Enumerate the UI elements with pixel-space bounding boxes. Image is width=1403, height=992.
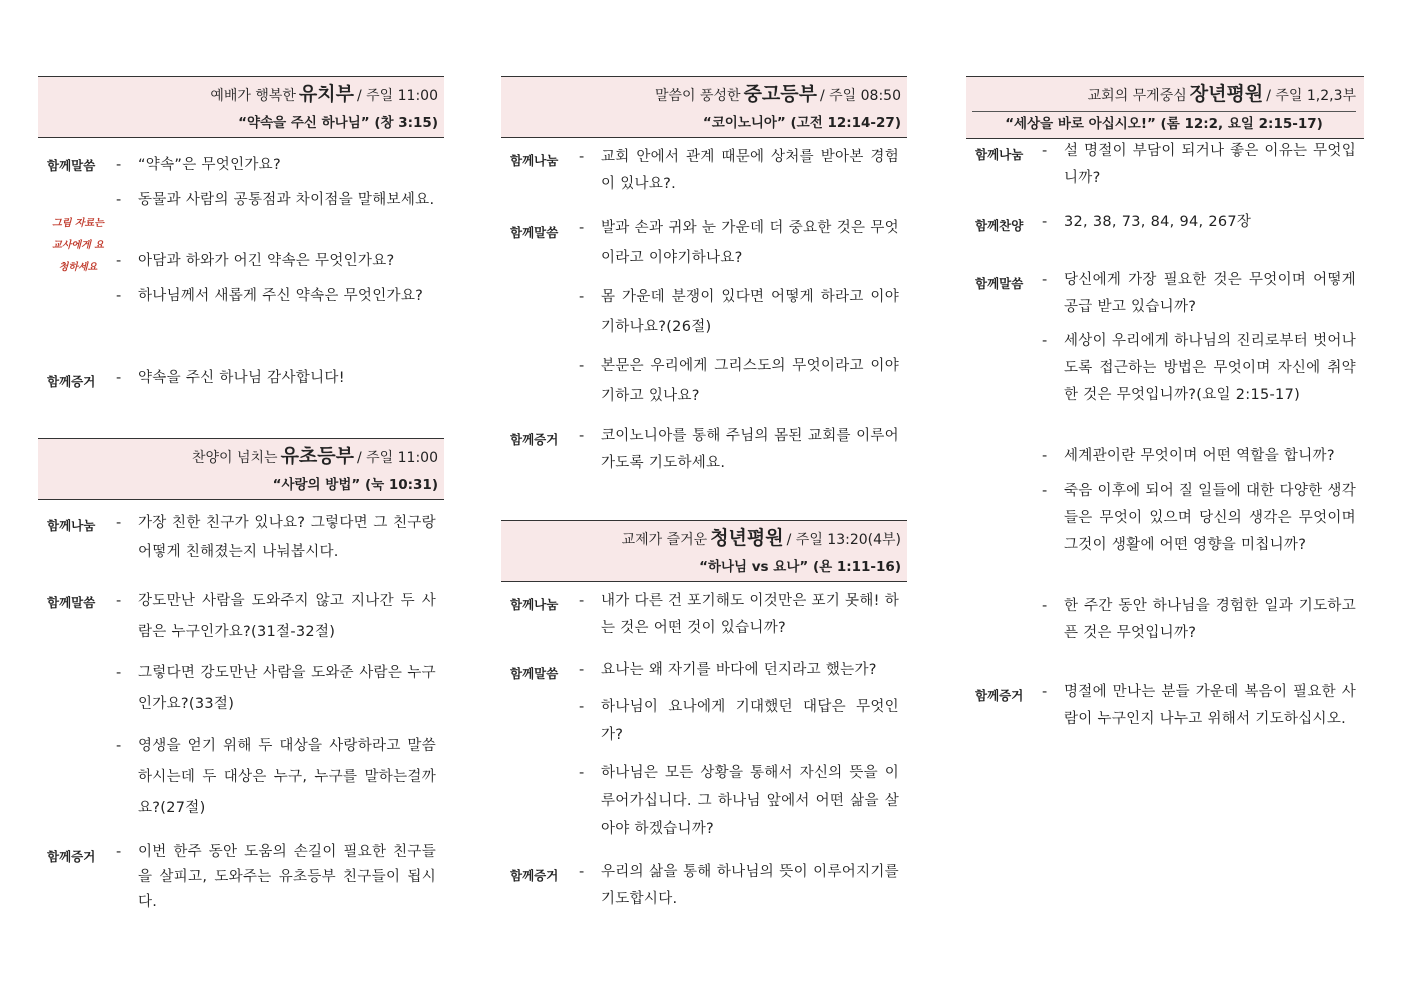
list-item: - 가장 친한 친구가 있나요? 그렇다면 그 친구랑 어떻게 친해졌는지 나눠봅시다.: [116, 515, 436, 560]
header-time: / 주일 13:20(4부): [786, 532, 901, 548]
header-time: / 주일 08:50: [819, 88, 901, 104]
list-item: - 본문은 우리에게 그리스도의 무엇이라고 이야기하고 있나요?: [579, 358, 899, 404]
teacher-request-note: 그림 자료는 교사에게 요청하세요: [52, 218, 104, 273]
list-item: - 한 주간 동안 하나님을 경험한 일과 기도하고픈 것은 무엇입니까?: [1042, 598, 1356, 641]
elementary-header: [38, 438, 444, 500]
list-item: - 하나님께서 새롭게 주신 약속은 무엇인가요?: [116, 288, 424, 304]
testimony-label: 함께증거: [975, 688, 1024, 703]
share-label: 함께나눔: [975, 147, 1024, 162]
list-item: - 강도만난 사람을 도와주지 않고 지나간 두 사람은 누구인가요?(31절-32절): [116, 593, 436, 640]
praise-label: 함께찬양: [975, 218, 1024, 233]
header-time: / 주일 11:00: [356, 88, 438, 104]
header-tagline: 교회의 무게중심: [1087, 88, 1187, 104]
adults-header: [966, 76, 1364, 139]
share-label: 함께나눔: [510, 597, 559, 612]
testimony-label: 함께증거: [510, 432, 559, 447]
list-item: - 발과 손과 귀와 눈 가운데 더 중요한 것은 무엇이라고 이야기하나요?: [579, 220, 899, 266]
header-sermon-title: “사랑의 방법” (눅 10:31): [272, 477, 438, 493]
list-item: - 설 명절이 부담이 되거나 좋은 이유는 무엇입니까?: [1042, 143, 1356, 186]
kindergarten-header: [38, 76, 444, 138]
header-tagline: 말씀이 풍성한: [654, 88, 741, 104]
header-tagline: 예배가 행복한: [210, 88, 296, 104]
list-item: - 동물과 사람의 공통점과 차이점을 말해보세요.: [116, 192, 435, 208]
list-item: - 요나는 왜 자기를 바다에 던지라고 했는가?: [579, 662, 877, 678]
list-item: - 아담과 하와가 어긴 약속은 무엇인가요?: [116, 253, 395, 269]
list-item: - 코이노니아를 통해 주님의 몸된 교회를 이루어 가도록 기도하세요.: [579, 428, 899, 471]
youth-section: [501, 76, 907, 486]
list-item: - 내가 다른 건 포기해도 이것만은 포기 못해! 하는 것은 어떤 것이 있습니까?: [579, 593, 900, 636]
list-item: - 하나님은 모든 상황을 통해서 자신의 뜻을 이루어가십니다. 그 하나님 앞에서 어떤 삶을 살아야 하겠습니까?: [579, 765, 899, 837]
words-label: 함께말씀: [975, 276, 1024, 291]
young-adults-header: [501, 520, 907, 582]
share-label: 함께나눔: [510, 153, 559, 168]
words-label: 함께말씀: [510, 666, 559, 681]
youth-header: [501, 76, 907, 138]
testimony-label: 함께증거: [47, 849, 96, 864]
list-item: - 그렇다면 강도만난 사람을 도와준 사람은 누구인가요?(33절): [116, 665, 436, 712]
list-item: - 이번 한주 동안 도움의 손길이 필요한 친구들을 살피고, 도와주는 유초등부 친구들이 됩시다.: [116, 844, 436, 910]
header-sermon-title: “세상을 바로 아십시오!” (롬 12:2, 요일 2:15-17): [972, 111, 1356, 135]
header-tagline: 교제가 즐거운: [621, 532, 708, 548]
testimony-label: 함께증거: [510, 868, 559, 883]
header-time: / 주일 11:00: [356, 450, 438, 466]
header-sermon-title: “하나님 vs 요나” (욘 1:11-16): [699, 559, 901, 575]
elementary-section: [38, 438, 444, 923]
words-label: 함께말씀: [47, 158, 96, 173]
list-item: - 당신에게 가장 필요한 것은 무엇이며 어떻게 공급 받고 있습니까?: [1042, 272, 1356, 315]
share-label: 함께나눔: [47, 518, 96, 533]
list-item: - 죽음 이후에 되어 질 일들에 대한 다양한 생각들은 무엇이 있으며 당신의 생각은 무엇이며 그것이 생활에 어떤 영향을 미칩니까?: [1042, 483, 1356, 553]
list-item: - 32, 38, 73, 84, 94, 267장: [1042, 214, 1252, 230]
header-time: / 주일 1,2,3부: [1266, 88, 1356, 104]
header-dept-name: 유치부: [298, 83, 354, 105]
list-item: - “약속”은 무엇인가요?: [116, 157, 281, 173]
list-item: - 교회 안에서 관계 때문에 상처를 받아본 경험이 있나요?.: [579, 149, 899, 192]
header-tagline: 찬양이 넘치는: [191, 450, 278, 466]
list-item: - 영생을 얻기 위해 두 대상을 사랑하라고 말씀하시는데 두 대상은 누구, 누구를 말하는걸까요?(27절): [116, 738, 436, 816]
header-dept-name: 청년평원: [710, 527, 784, 549]
testimony-label: 함께증거: [47, 374, 96, 389]
header-dept-name: 유초등부: [280, 445, 354, 467]
list-item: - 하나님이 요나에게 기대했던 대답은 무엇인가?: [579, 699, 899, 743]
list-item: - 약속을 주신 하나님 감사합니다!: [116, 370, 345, 386]
list-item: - 세상이 우리에게 하나님의 진리로부터 벗어나도록 접근하는 방법은 무엇이며 자신에 취약한 것은 무엇입니까?(요일 2:15-17): [1042, 333, 1356, 403]
list-item: - 명절에 만나는 분들 가운데 복음이 필요한 사람이 누구인지 나누고 위해서 기도하십시오.: [1042, 684, 1356, 727]
list-item: - 우리의 삶을 통해 하나님의 뜻이 이루어지기를 기도합시다.: [579, 864, 899, 907]
words-label: 함께말씀: [47, 595, 96, 610]
header-sermon-title: “약속을 주신 하나님” (창 3:15): [238, 115, 438, 131]
young-adults-section: [501, 520, 907, 920]
header-dept-name: 장년평원: [1189, 83, 1264, 105]
list-item: - 몸 가운데 분쟁이 있다면 어떻게 하라고 이야기하나요?(26절): [579, 289, 899, 335]
header-sermon-title: “코이노니아” (고전 12:14-27): [702, 115, 901, 131]
adults-section: [966, 76, 1364, 776]
kindergarten-section: [38, 76, 444, 416]
header-dept-name: 중고등부: [743, 83, 817, 105]
words-label: 함께말씀: [510, 225, 559, 240]
list-item: - 세계관이란 무엇이며 어떤 역할을 합니까?: [1042, 448, 1335, 464]
